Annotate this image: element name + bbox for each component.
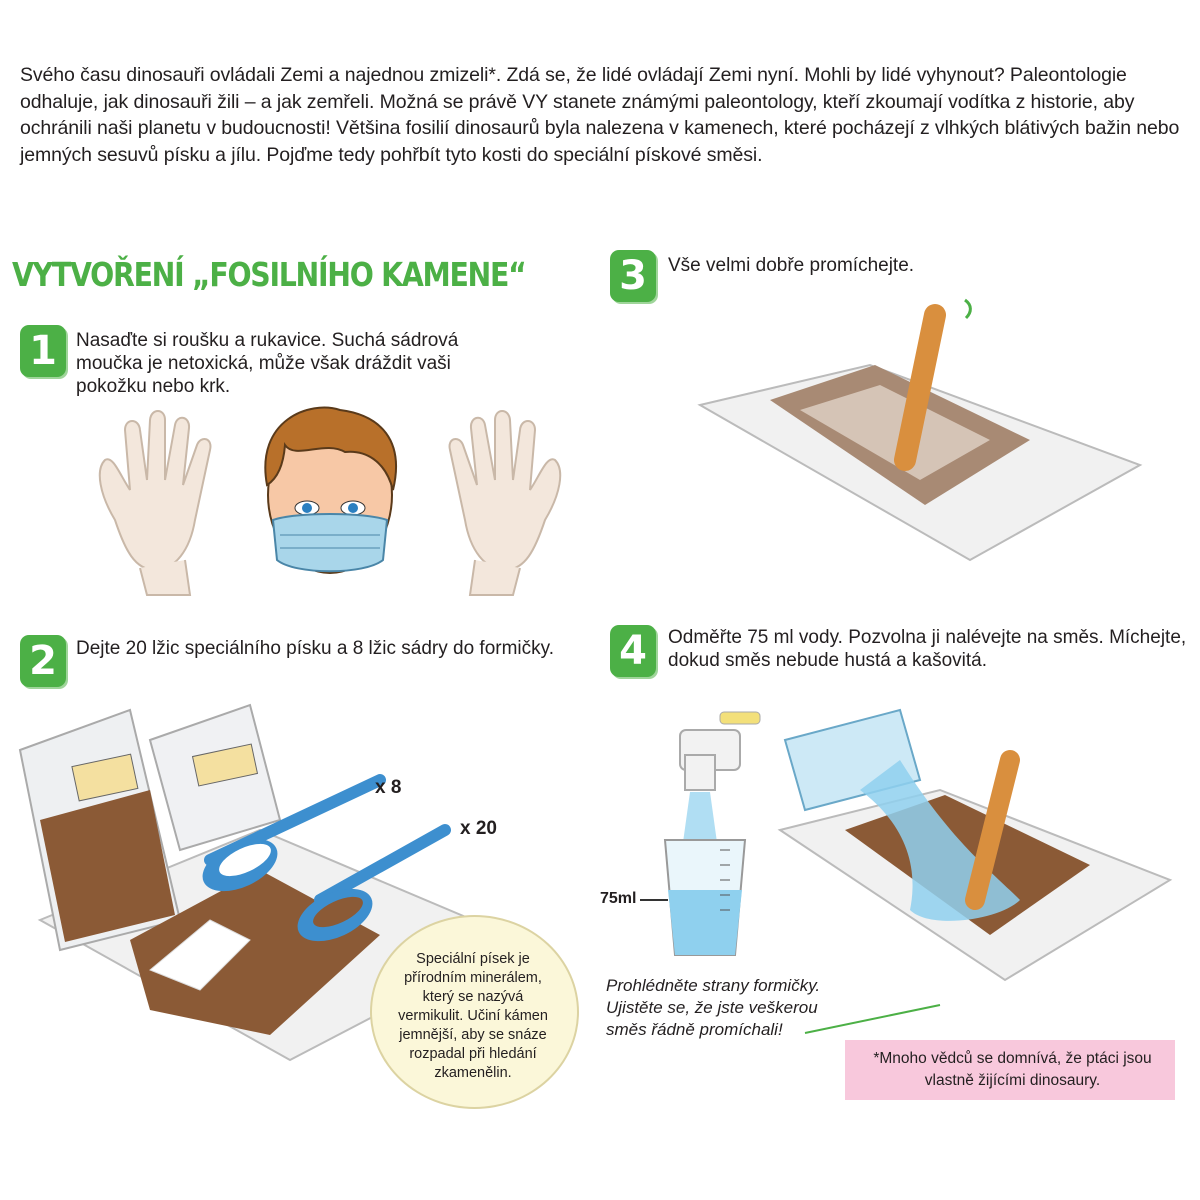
step-2-text: Dejte 20 lžic speciálního písku a 8 lžic sádry do formičky. xyxy=(76,638,555,659)
right-glove-icon xyxy=(450,411,561,595)
step-3-badge: 3 xyxy=(610,250,656,302)
step-3-text: Vše velmi dobře promíchejte. xyxy=(668,255,915,276)
step-4-text: Odměřte 75 ml vody. Pozvolna ji nalévejte na směs. Míchejte, dokud směs nebude hustá a kašovitá. xyxy=(668,627,1187,671)
jug-label: 75ml xyxy=(600,890,637,907)
measuring-jug-icon xyxy=(665,840,745,955)
plaster-multiplier: x 8 xyxy=(375,777,402,798)
motion-icon xyxy=(965,300,970,318)
step-2-badge: 2 xyxy=(20,635,66,687)
intro-paragraph: Svého času dinosauři ovládali Zemi a najednou zmizeli*. Zdá se, že lidé ovládají Zemi nyní. Mohli by lidé vyhynout? Paleontologie odhaluje, jak dinosauři žili – a jak zemřeli. Možná se právě VY stanete známými paleontology, kteří zkoumají vodítka z historie, aby ochránili naši planetu v budoucnosti! Většina fosilií dinosaurů byla nalezena v kamenech, které pocházejí z vlhkých blátivých bažin nebo jemných sesuvů písku a jílu. Pojďme tedy pohřbít tyto kosti do speciální pískové směsi. xyxy=(20,64,1180,166)
sand-multiplier: x 20 xyxy=(460,818,497,839)
left-glove-icon xyxy=(100,411,211,595)
plaster-bag-icon xyxy=(150,705,280,850)
mask-gloves-illustration xyxy=(95,400,565,600)
step-1-text: Nasaďte si roušku a rukavice. Suchá sádrová moučka je netoxická, může však dráždit vaši pokožku nebo krk. xyxy=(76,330,459,397)
caption-pointer xyxy=(800,995,950,1045)
water-pouring-illustration xyxy=(620,700,1180,1000)
child-face-icon xyxy=(265,408,396,573)
vermiculite-note-text: Speciální písek je přírodním minerálem, který se nazývá vermikulit. Učiní kámen jemnější, aby se snáze rozpadal při hledání zkamenělin. xyxy=(398,951,548,1081)
tap-icon xyxy=(680,712,760,790)
section-heading: VYTVOŘENÍ „FOSILNÍHO KAMENE“ xyxy=(12,255,526,294)
step-4-badge: 4 xyxy=(610,625,656,677)
step-1-badge: 1 xyxy=(20,325,66,377)
footnote-text: *Mnoho vědců se domnívá, že ptáci jsou vlastně žijícími dinosaury. xyxy=(873,1050,1152,1089)
mixing-illustration xyxy=(690,290,1190,590)
check-caption: Prohlédněte strany formičky. Ujistěte se, že jste veškerou směs řádně promíchali! xyxy=(606,976,821,1039)
